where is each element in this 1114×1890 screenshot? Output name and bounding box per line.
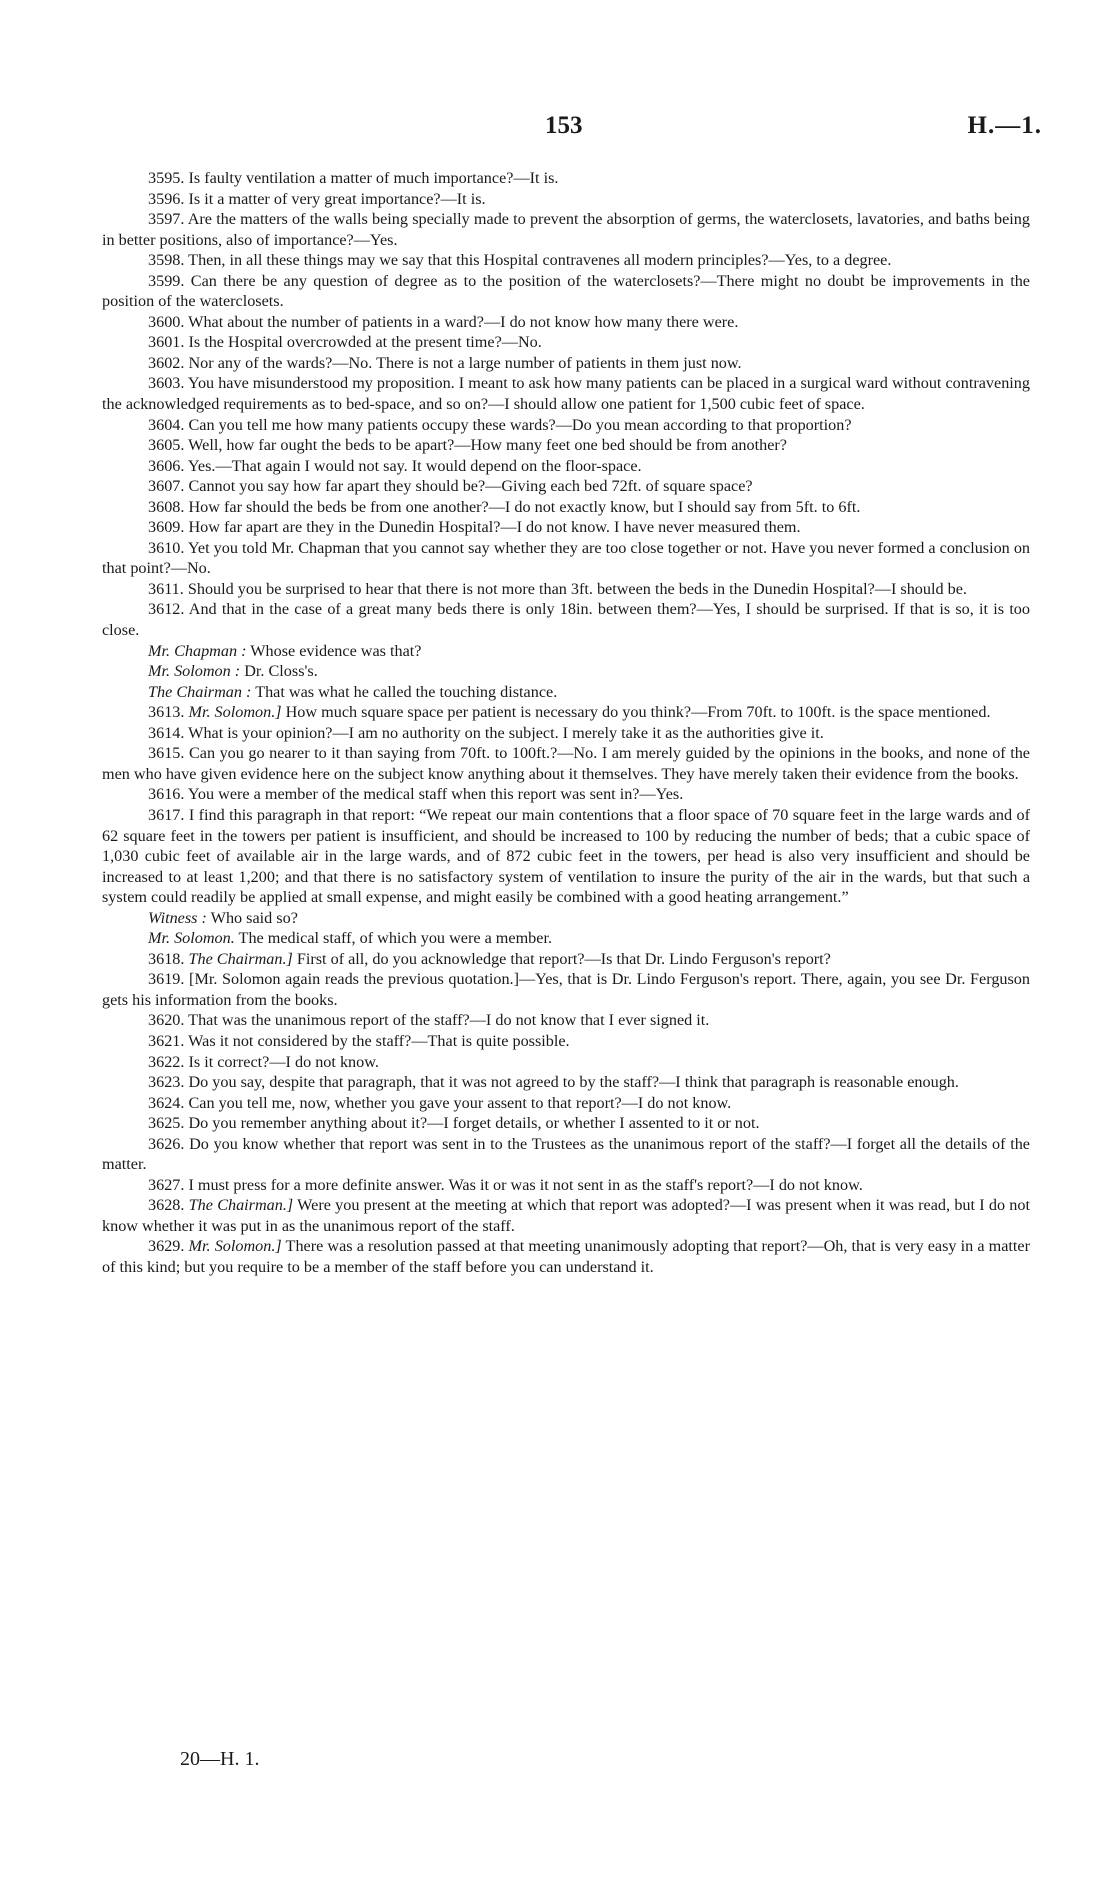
testimony-paragraph	[102, 353, 1030, 374]
speaker-name: The Chairman :	[148, 682, 252, 701]
testimony-paragraph	[102, 332, 1030, 353]
paragraph-text: 3623. Do you say, despite that paragraph, that it was not agreed to by the staff?—I think that paragraph is reasonable enough.	[148, 1073, 959, 1092]
paragraph-text: 3598. Then, in all these things may we say that this Hospital contravenes all modern principles?—Yes, to a degree.	[148, 251, 892, 270]
testimony-paragraph	[102, 312, 1030, 333]
testimony-paragraph	[102, 1134, 1030, 1175]
paragraph-text: 3602. Nor any of the wards?—No. There is not a large number of patients in them just now.	[148, 353, 742, 372]
paragraph-text: 3620. That was the unanimous report of the staff?—I do not know that I ever signed it.	[148, 1011, 710, 1030]
testimony-paragraph	[102, 1031, 1030, 1052]
paragraph-text: Dr. Closs's.	[240, 662, 318, 681]
paragraph-text: 3621. Was it not considered by the staff?—That is quite possible.	[148, 1031, 570, 1050]
paragraph-text: Whose evidence was that?	[246, 641, 422, 660]
paragraph-text: 3597. Are the matters of the walls being specially made to prevent the absorption of germs, the waterclosets, lavatories, and baths being in better positions, also of importance?—Yes.	[102, 210, 1030, 249]
testimony-paragraph	[102, 1236, 1030, 1277]
speaker-name: The Chairman.]	[188, 949, 293, 968]
testimony-paragraph	[102, 373, 1030, 414]
paragraph-text: Were you present at the meeting at which that report was adopted?—I was present when it was read, but I do not know whether it was put in as the unanimous report of the staff.	[102, 1196, 1030, 1235]
testimony-paragraph	[102, 1195, 1030, 1236]
question-number: 3613.	[148, 703, 189, 722]
testimony-paragraph	[102, 969, 1030, 1010]
testimony-paragraph	[102, 1175, 1030, 1196]
paragraph-text: 3595. Is faulty ventilation a matter of much importance?—It is.	[148, 169, 559, 187]
paragraph-text: 3607. Cannot you say how far apart they should be?—Giving each bed 72ft. of square space?	[148, 477, 753, 496]
paragraph-text: 3606. Yes.—That again I would not say. It would depend on the floor-space.	[148, 456, 642, 475]
paragraph-text: 3610. Yet you told Mr. Chapman that you cannot say whether they are too close together or not. Have you never formed a conclusion on that point?—No.	[102, 538, 1031, 578]
speaker-name: Mr. Solomon.]	[188, 1237, 282, 1256]
paragraph-text: 3611. Should you be surprised to hear that there is not more than 3ft. between the beds in the Dunedin Hospital?—I should be.	[148, 579, 967, 598]
speaker-name: Mr. Solomon.	[148, 929, 235, 948]
testimony-paragraph	[102, 641, 1030, 662]
testimony-paragraph	[102, 189, 1030, 210]
paragraph-text: 3622. Is it correct?—I do not know.	[148, 1052, 379, 1071]
testimony-paragraph	[102, 435, 1030, 456]
testimony-paragraph	[102, 682, 1030, 703]
testimony-paragraph	[102, 1072, 1030, 1093]
paragraph-text: How much square space per patient is necessary do you think?—From 70ft. to 100ft. is the space mentioned.	[281, 703, 991, 722]
speaker-name: The Chairman.]	[188, 1196, 294, 1215]
paragraph-text: 3627. I must press for a more definite answer. Was it or was it not sent in as the staff's report?—I do not know.	[148, 1175, 863, 1194]
paragraph-text: The medical staff, of which you were a member.	[234, 929, 552, 948]
testimony-paragraph	[102, 1113, 1030, 1134]
paragraph-text: 3601. Is the Hospital overcrowded at the present time?—No.	[148, 333, 542, 352]
paragraph-text: 3603. You have misunderstood my proposition. I meant to ask how many patients can be placed in a surgical ward without contravening the acknowledged requirements as to bed-space, and so on?—I should allow one patient for 1,500 cubic feet of space.	[102, 374, 1030, 414]
testimony-paragraph	[102, 579, 1030, 600]
testimony-paragraph	[102, 538, 1030, 579]
testimony-paragraph	[102, 908, 1030, 929]
testimony-paragraph	[102, 723, 1030, 744]
page-number: 153	[545, 112, 583, 139]
paragraph-text: There was a resolution passed at that meeting unanimously adopting that report?—Oh, that is very easy in a matter of this kind; but you require to be a member of the staff before you can understand it.	[102, 1237, 1030, 1276]
speaker-name: Mr. Solomon :	[148, 662, 241, 681]
paragraph-text: 3615. Can you go nearer to it than saying from 70ft. to 100ft.?—No. I am merely guided by the opinions in the books, and none of the men who have given evidence here on the subject know anything about it themselves. They have merely taken their evidence from the books.	[102, 744, 1030, 783]
testimony-paragraph	[102, 456, 1030, 477]
testimony-paragraph	[102, 784, 1030, 805]
question-number: 3628.	[148, 1196, 189, 1215]
footer-signature: 20—H. 1.	[180, 1748, 260, 1770]
paragraph-text: 3604. Can you tell me how many patients occupy these wards?—Do you mean according to that proportion?	[148, 415, 852, 434]
testimony-paragraph	[102, 168, 1030, 189]
paragraph-text: 3612. And that in the case of a great many beds there is only 18in. between them?—Yes, I should be surprised. If that is so, it is too close.	[102, 600, 1030, 640]
question-number: 3629.	[148, 1237, 189, 1256]
testimony-paragraph	[102, 271, 1030, 312]
speaker-name: Mr. Solomon.]	[188, 703, 282, 722]
paragraph-text: 3625. Do you remember anything about it?—I forget details, or whether I assented to it or not.	[148, 1114, 760, 1133]
paragraph-text: 3596. Is it a matter of very great importance?—It is.	[148, 189, 486, 208]
paragraph-text: 3624. Can you tell me, now, whether you gave your assent to that report?—I do not know.	[148, 1093, 732, 1112]
paragraph-text: 3626. Do you know whether that report was sent in to the Trustees as the unanimous report of the staff?—I forget all the details of the matter.	[102, 1134, 1030, 1174]
testimony-paragraph	[102, 1010, 1030, 1031]
speaker-name: Witness :	[148, 908, 207, 927]
page-header	[0, 112, 1114, 152]
paragraph-text: 3599. Can there be any question of degree as to the position of the waterclosets?—There might no doubt be improvements in the position of the waterclosets.	[102, 271, 1030, 311]
testimony-paragraph	[102, 702, 1030, 723]
paragraph-text: 3600. What about the number of patients in a ward?—I do not know how many there were.	[148, 312, 739, 331]
testimony-body	[102, 168, 1030, 1278]
speaker-name: Mr. Chapman :	[148, 641, 247, 660]
paragraph-text: First of all, do you acknowledge that report?—Is that Dr. Lindo Ferguson's report?	[292, 949, 831, 968]
testimony-paragraph	[102, 517, 1030, 538]
paragraph-text: Who said so?	[206, 908, 298, 927]
document-code: H.—1.	[967, 112, 1042, 139]
paragraph-text: 3608. How far should the beds be from one another?—I do not exactly know, but I should say from 5ft. to 6ft.	[148, 497, 861, 516]
testimony-paragraph	[102, 805, 1030, 908]
paragraph-text: That was what he called the touching distance.	[251, 682, 558, 701]
paragraph-text: 3605. Well, how far ought the beds to be apart?—How many feet one bed should be from another?	[148, 436, 787, 455]
paragraph-text: 3616. You were a member of the medical staff when this report was sent in?—Yes.	[148, 785, 684, 804]
testimony-paragraph	[102, 599, 1030, 640]
paragraph-text: 3609. How far apart are they in the Dunedin Hospital?—I do not know. I have never measured them.	[148, 518, 801, 537]
testimony-paragraph	[102, 415, 1030, 436]
testimony-paragraph	[102, 1052, 1030, 1073]
testimony-paragraph	[102, 209, 1030, 250]
testimony-paragraph	[102, 949, 1030, 970]
question-number: 3618.	[148, 949, 189, 968]
testimony-paragraph	[102, 250, 1030, 271]
testimony-paragraph	[102, 661, 1030, 682]
testimony-paragraph	[102, 928, 1030, 949]
testimony-paragraph	[102, 1093, 1030, 1114]
paragraph-text: 3619. [Mr. Solomon again reads the previous quotation.]—Yes, that is Dr. Lindo Ferguson's report. There, again, you see Dr. Ferguson gets his information from the books.	[102, 970, 1030, 1009]
testimony-paragraph	[102, 743, 1030, 784]
testimony-paragraph	[102, 497, 1030, 518]
testimony-paragraph	[102, 476, 1030, 497]
paragraph-text: 3614. What is your opinion?—I am no authority on the subject. I merely take it as the authorities give it.	[148, 723, 824, 742]
paragraph-text: 3617. I find this paragraph in that report: “We repeat our main contentions that a floor space of 70 square feet in the large wards and of 62 square feet in the towers per patient is insufficient, and should be increased to 100 by reducing the number of beds; that a cubic space of 1,030 cubic feet of available air in the large wards, and of 872 cubic feet in the towers, per head is also very insufficient and should be increased to at least 1,200; and that there is no satisfactory system of ventilation to insure the purity of the air in the wards, but that such a system could readily be applied at small expense, and might easily be combined with a good heating arrangement.”	[102, 805, 1030, 907]
